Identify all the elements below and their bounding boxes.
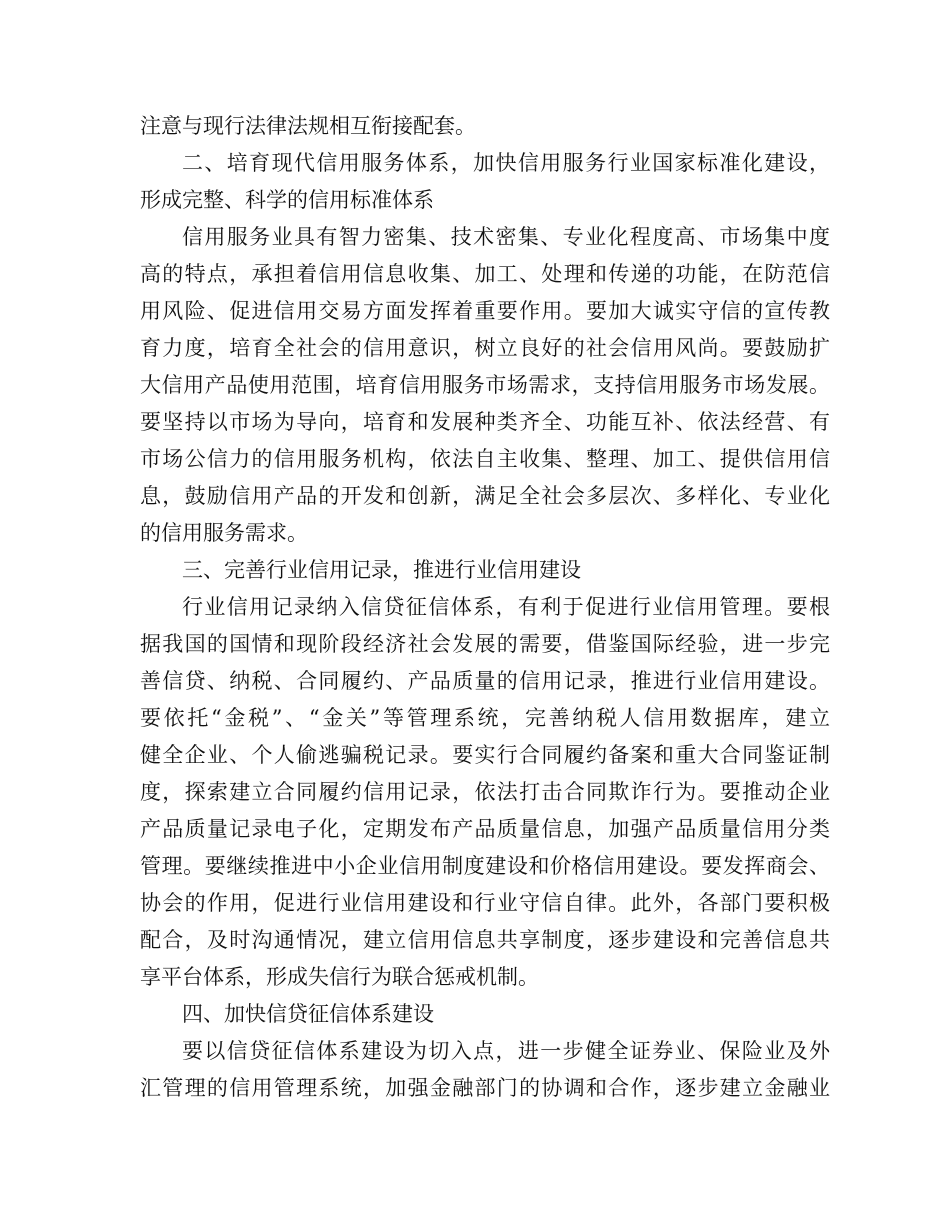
text-line: 要依托“金税”、“金关”等管理系统，完善纳税人信用数据库，建立	[140, 706, 830, 730]
text-line: 产品质量记录电子化，定期发布产品质量信息，加强产品质量信用分类	[140, 817, 830, 841]
text-line: 配合，及时沟通情况，建立信用信息共享制度，逐步建设和完善信息共	[140, 928, 830, 952]
text-line: 善信贷、纳税、合同履约、产品质量的信用记录，推进行业信用建设。	[140, 669, 830, 693]
text-line: 形成完整、科学的信用标准体系	[140, 188, 434, 212]
text-line: 汇管理的信用管理系统，加强金融部门的协调和合作，逐步建立金融业	[140, 1076, 830, 1100]
text-line: 行业信用记录纳入信贷征信体系，有利于促进行业信用管理。要根	[182, 595, 830, 619]
text-line: 用风险、促进信用交易方面发挥着重要作用。要加大诚实守信的宣传教	[140, 299, 830, 323]
text-line: 要坚持以市场为导向，培育和发展种类齐全、功能互补、依法经营、有	[140, 410, 830, 434]
text-line: 享平台体系，形成失信行为联合惩戒机制。	[140, 965, 539, 989]
text-line: 高的特点，承担着信用信息收集、加工、处理和传递的功能，在防范信	[140, 262, 830, 286]
text-line: 据我国的国情和现阶段经济社会发展的需要，借鉴国际经验，进一步完	[140, 632, 830, 656]
text-line: 市场公信力的信用服务机构，依法自主收集、整理、加工、提供信用信	[140, 447, 830, 471]
text-line: 的信用服务需求。	[140, 521, 308, 545]
text-line: 要以信贷征信体系建设为切入点，进一步健全证券业、保险业及外	[182, 1039, 830, 1063]
text-line: 度，探索建立合同履约信用记录，依法打击合同欺诈行为。要推动企业	[140, 780, 830, 804]
text-line: 协会的作用，促进行业信用建设和行业守信自律。此外，各部门要积极	[140, 891, 830, 915]
text-line: 信用服务业具有智力密集、技术密集、专业化程度高、市场集中度	[182, 225, 830, 249]
text-line: 四、加快信贷征信体系建设	[182, 1002, 434, 1026]
text-line: 三、完善行业信用记录，推进行业信用建设	[182, 558, 581, 582]
text-line: 健全企业、个人偷逃骗税记录。要实行合同履约备案和重大合同鉴证制	[140, 743, 830, 767]
text-line: 育力度，培育全社会的信用意识，树立良好的社会信用风尚。要鼓励扩	[140, 336, 830, 360]
text-line: 二、培育现代信用服务体系，加快信用服务行业国家标准化建设，	[182, 151, 830, 175]
text-line: 息，鼓励信用产品的开发和创新，满足全社会多层次、多样化、专业化	[140, 484, 830, 508]
text-line: 大信用产品使用范围，培育信用服务市场需求，支持信用服务市场发展。	[140, 373, 830, 397]
text-line: 管理。要继续推进中小企业信用制度建设和价格信用建设。要发挥商会、	[140, 854, 830, 878]
text-line: 注意与现行法律法规相互衔接配套。	[140, 114, 476, 138]
document-body	[140, 108, 830, 1107]
